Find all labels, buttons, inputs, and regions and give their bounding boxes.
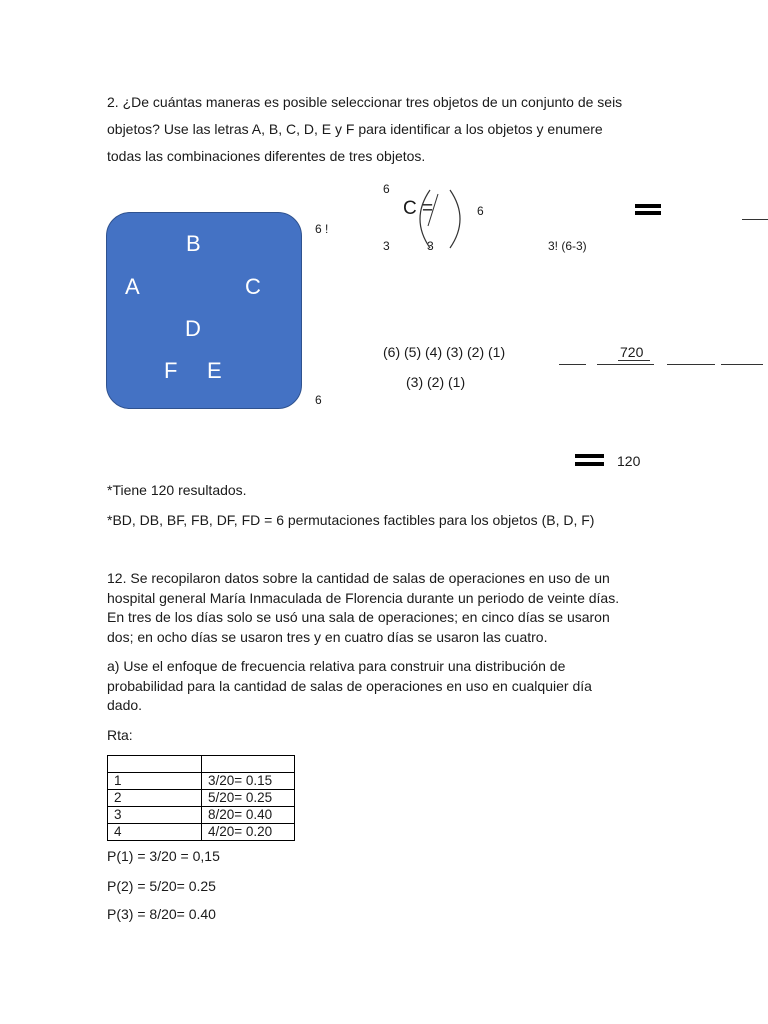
binomial-parentheses [414,186,466,252]
right-parenthesis [450,190,460,248]
question-12a-line: a) Use el enfoque de frecuencia relativa para construir una distribución de [107,658,566,674]
letter-a: A [125,274,140,299]
fraction-line-2 [597,364,654,365]
equals-bar-top-2 [575,454,604,458]
probability-line: P(2) = 5/20= 0.25 [107,878,216,894]
table-header-cell [202,756,295,773]
table-cell-probability: 5/20= 0.25 [202,790,295,807]
object-set-box [106,212,302,409]
probability-line: P(3) = 8/20= 0.40 [107,906,216,922]
table-row [108,807,295,824]
factorial-numerator: 6 ! [315,222,329,236]
table-cell-probability: 3/20= 0.15 [202,773,295,790]
letter-b: B [186,231,201,256]
product-denominator: (3) (2) (1) [406,374,466,390]
letter-f: F [164,358,178,383]
left-parenthesis [420,190,430,248]
table-cell-rooms: 3 [108,807,202,824]
question-2-line: objetos? Use las letras A, B, C, D, E y F para identificar a los objetos y enumere [107,121,603,137]
question-2-line: 2. ¿De cuántas maneras es posible seleccionar tres objetos de un conjunto de seis [107,94,623,110]
side-six: 6 [315,393,322,407]
question-12-line: 12. Se recopilaron datos sobre la cantidad de salas de operaciones en uso de un [107,570,610,586]
question-12-line: En tres de los días solo se usó una sala de operaciones; en cinco días se usaron [107,609,610,625]
question-12-line: hospital general María Inmaculada de Florencia durante un periodo de veinte días. [107,589,620,606]
equals-bar-bottom [635,211,661,215]
equals-bar-bottom-2 [575,462,604,466]
factorial-denominator: 3! (6-3) [548,239,587,253]
fraction-line-4 [721,364,763,365]
question-2 [107,89,667,170]
question-12a-line: probabilidad para la cantidad de salas de operaciones en uso en cualquier día [107,677,592,694]
result-count: *Tiene 120 resultados. [107,482,247,498]
equals-bar-top [635,204,661,208]
fraction-line-1 [559,364,586,365]
question-2-line: todas las combinaciones diferentes de tres objetos. [107,148,426,164]
formula-inner-k: 3 [427,239,434,253]
letter-d: D [185,316,201,341]
table-row [108,824,295,841]
letter-e: E [207,358,222,383]
value-720: 720 [620,344,644,360]
fraction-line-edge [742,219,768,220]
question-12a-line: dado. [107,697,143,713]
table-cell-rooms: 2 [108,790,202,807]
result-permutations: *BD, DB, BF, FB, DF, FD = 6 permutaciones factibles para los objetos (B, D, F) [107,512,595,528]
table-cell-rooms: 4 [108,824,202,841]
question-12a [107,657,667,716]
table-cell-rooms: 1 [108,773,202,790]
table-header-row [108,756,295,773]
question-12-line: dos; en ocho días se usaron tres y en cuatro días se usaron las cuatro. [107,628,548,645]
formula-right-n: 6 [477,204,484,218]
formula-c-equals: C = [403,198,434,219]
letter-c: C [245,274,261,299]
table-header-cell [108,756,202,773]
answer-label: Rta: [107,727,133,743]
value-120: 120 [617,453,641,469]
product-numerator: (6) (5) (4) (3) (2) (1) [383,344,506,360]
probability-table [107,755,295,841]
formula-top-n: 6 [383,182,390,196]
underline-720 [618,360,650,361]
table-row [108,773,295,790]
table-row [108,790,295,807]
formula-bottom-k: 3 [383,239,390,253]
fraction-line-3 [667,364,715,365]
diagonal-stroke [428,194,438,226]
probability-line: P(1) = 3/20 = 0,15 [107,848,220,864]
question-12 [107,569,667,647]
table-cell-probability: 8/20= 0.40 [202,807,295,824]
table-cell-probability: 4/20= 0.20 [202,824,295,841]
